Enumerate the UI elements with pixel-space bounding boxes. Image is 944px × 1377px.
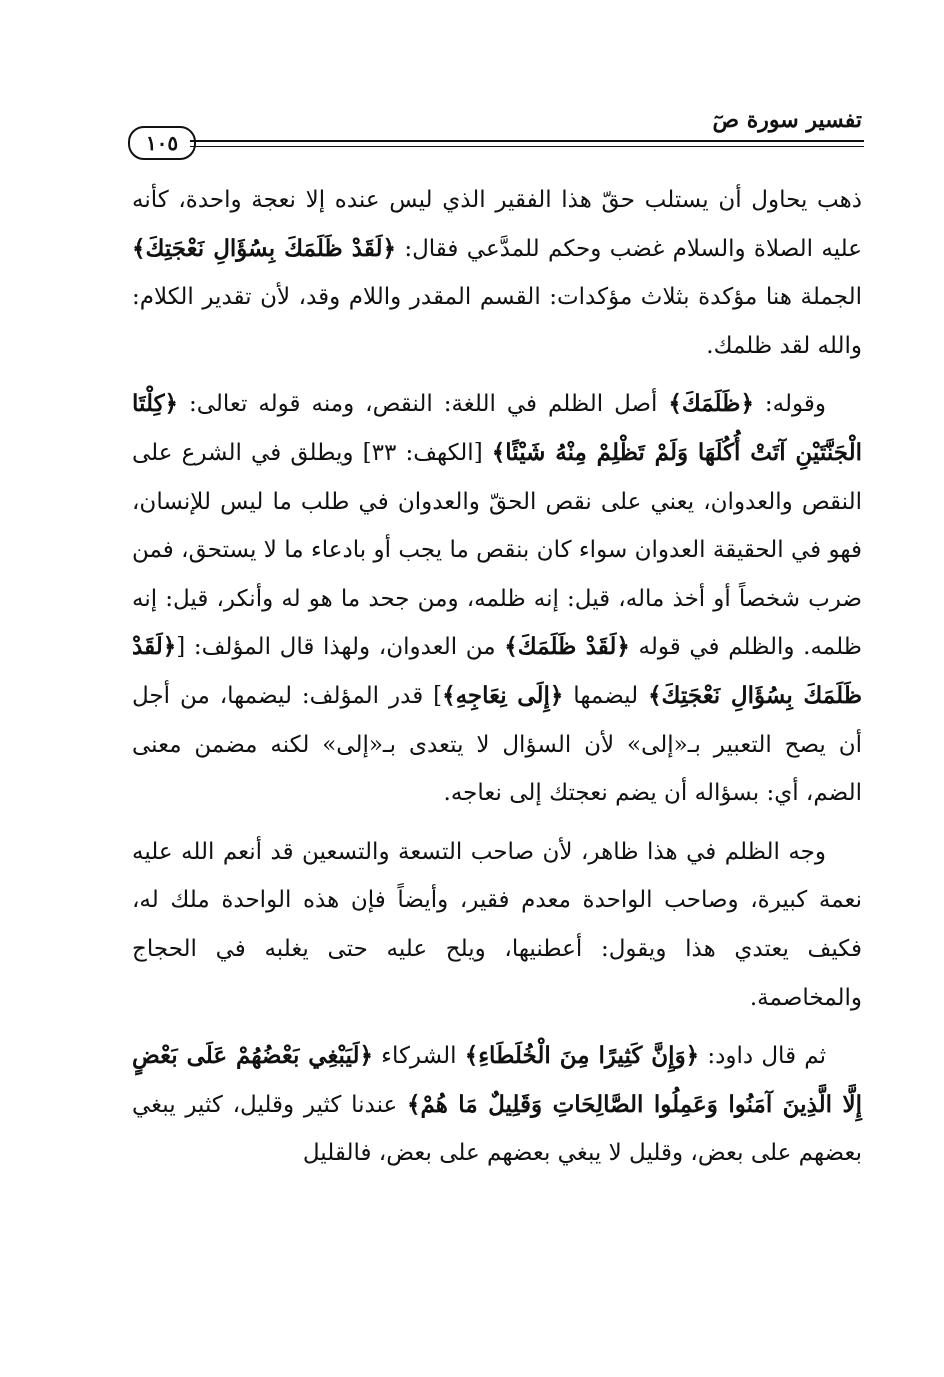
quran-verse: ﴿ظَلَمَكَ﴾ xyxy=(668,390,754,418)
quran-verse: ﴿لَقَدْ ظَلَمَكَ بِسُؤَالِ نَعْجَتِكَ﴾ xyxy=(132,234,396,262)
paragraph xyxy=(132,828,862,1022)
paragraph xyxy=(132,1032,862,1178)
paragraph-text: ] قدر المؤلف: ليضمها، من أجل أن يصح التعبير بـ«إلى» لأن السؤال لا يتعدى بـ«إلى» لكنه مضمن معنى الضم، أي: بسؤاله أن يضم نعجتك إلى نعاجه. xyxy=(132,682,862,807)
paragraph-text: الجملة هنا مؤكدة بثلاث مؤكدات: القسم المقدر واللام وقد، لأن تقدير الكلام: والله لقد ظلمك. xyxy=(132,284,862,359)
body-text xyxy=(132,176,862,1188)
quran-verse: ﴿لَقَدْ ظَلَمَكَ﴾ xyxy=(504,633,630,661)
paragraph xyxy=(132,380,862,817)
paragraph-text: [الكهف: ٣٣] ويطلق في الشرع على النقص والعدوان، يعني على نقص الحقّ والعدوان في طلب ما ليس للإنسان، فهو في الحقيقة العدوان سواء كان بنقص ما يجب أو بادعاء ما لا يستحق، فمن ضرب شخصاً أو أخذ ماله، قيل: إنه ظلمه، ومن جحد ما هو له وأنكر، قيل: إنه ظلمه. والظلم في قوله xyxy=(132,439,862,661)
paragraph xyxy=(132,176,862,370)
quran-verse: ﴿لَقَدْ ظَلَمَكَ بِسُؤَالِ نَعْجَتِكَ﴾ xyxy=(132,633,862,709)
paragraph-text: وقوله: xyxy=(753,391,826,418)
quran-verse: ﴿إِلَى نِعَاجِهِ﴾ xyxy=(442,681,564,709)
paragraph-text: من العدوان، ولهذا قال المؤلف: [ xyxy=(176,634,505,661)
paragraph-text: ليضمها xyxy=(563,682,649,709)
quran-verse: ﴿كِلْتَا الْجَنَّتَيْنِ آتَتْ أُكُلَهَا وَلَمْ تَظْلِمْ مِنْهُ شَيْئًا﴾ xyxy=(132,390,862,466)
quran-verse: ﴿وَإِنَّ كَثِيرًا مِنَ الْخُلَطَاءِ﴾ xyxy=(464,1042,700,1070)
header-rule xyxy=(190,140,864,147)
paragraph-text: ذهب يحاول أن يستلب حقّ هذا الفقير الذي ليس عنده إلا نعجة واحدة، كأنه عليه الصلاة والسلام غضب وحكم للمدَّعي فقال: xyxy=(132,187,863,262)
paragraph-text: وجه الظلم في هذا ظاهر، لأن صاحب التسعة والتسعين قد أنعم الله عليه نعمة كبيرة، وصاحب الواحدة معدم فقير، وأيضاً فإن هذه الواحدة ملك له، فكيف يعتدي هذا ويقول: أعطنيها، ويلح عليه حتى يغلبه في الحجاج والمخاصمة. xyxy=(132,838,862,1011)
quran-verse: ﴿لَيَبْغِي بَعْضُهُمْ عَلَى بَعْضٍ إِلَّا الَّذِينَ آمَنُوا وَعَمِلُوا الصَّالِحَاتِ وَقَلِيلٌ مَا هُمْ﴾ xyxy=(132,1042,862,1118)
running-title: تفسير سورة صٓ xyxy=(712,107,862,133)
page-number: ١٠٥ xyxy=(128,126,196,160)
paragraph-text: أصل الظلم في اللغة: النقص، ومنه قوله تعالى: xyxy=(178,391,669,418)
paragraph-text: ثم قال داود: xyxy=(699,1043,826,1070)
paragraph-text: الشركاء xyxy=(372,1043,465,1070)
paragraph-text: عندنا كثير وقليل، كثير يبغي بعضهم على بعض، وقليل لا يبغي بعضهم على بعض، فالقليل xyxy=(132,1091,862,1167)
